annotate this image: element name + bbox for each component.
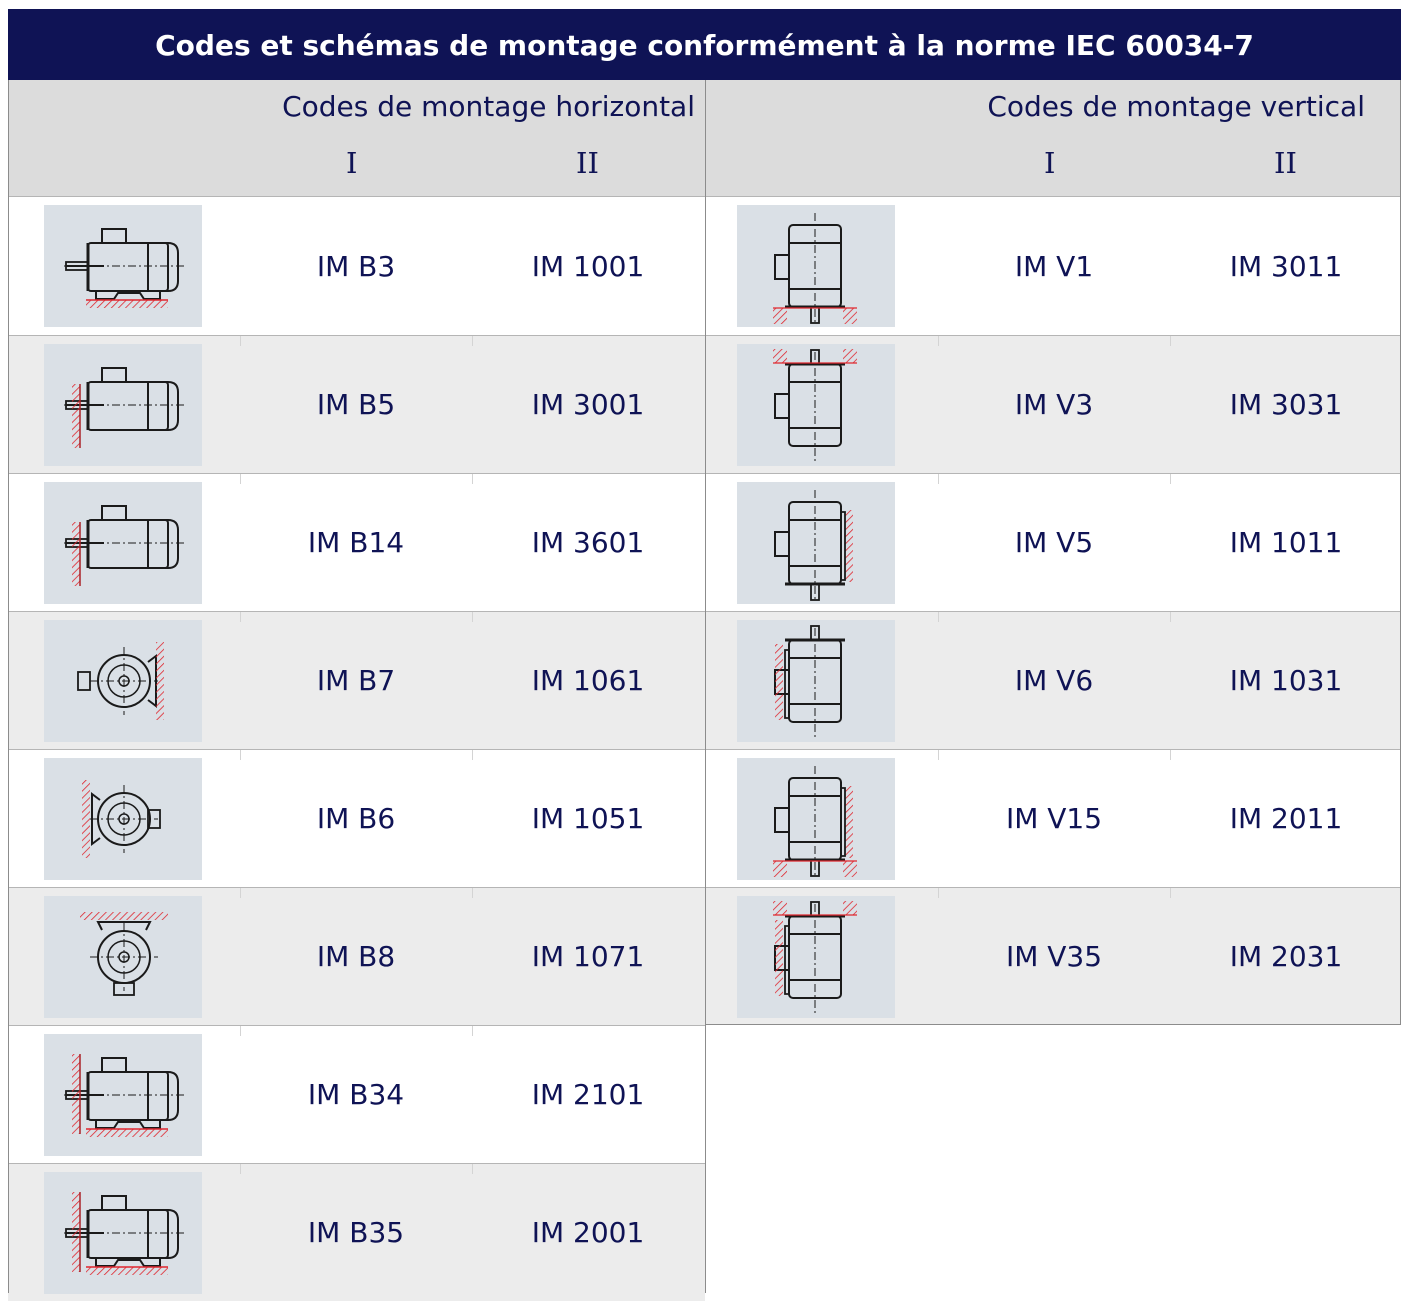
motor-vertical-shaft-up-wall-flange-icon <box>737 896 895 1018</box>
motor-vertical-shaft-down-wall-icon <box>737 482 895 604</box>
motor-vertical-shaft-down-wall-flange-icon <box>737 758 895 880</box>
vertical-code-ii: IM 1031 <box>1229 664 1343 697</box>
column-tick <box>938 336 939 346</box>
horizontal-col1-header: I <box>346 146 358 180</box>
motor-wall-mount-left-icon <box>44 620 202 742</box>
column-tick <box>240 1026 241 1036</box>
horizontal-code-ii: IM 3001 <box>531 388 645 421</box>
column-tick <box>472 750 473 760</box>
vertical-code-ii: IM 3031 <box>1229 388 1343 421</box>
horizontal-code-ii: IM 1001 <box>531 249 645 283</box>
horizontal-code-ii: IM 2001 <box>531 1216 645 1249</box>
column-tick <box>472 1026 473 1036</box>
vertical-col1-header: I <box>1044 146 1056 180</box>
horizontal-code-i: IM B5 <box>316 388 396 421</box>
column-tick <box>938 612 939 622</box>
horizontal-table-row <box>8 473 705 611</box>
column-tick <box>1170 336 1171 346</box>
table-right-border <box>1400 80 1401 1025</box>
vertical-code-i: IM V15 <box>1005 802 1103 835</box>
horizontal-code-i: IM B8 <box>316 940 396 973</box>
vertical-table-row <box>706 335 1401 473</box>
horizontal-table-row <box>8 749 705 887</box>
section-divider <box>705 80 706 1293</box>
horizontal-code-ii: IM 1061 <box>531 664 645 697</box>
motor-ceiling-mount-icon <box>44 896 202 1018</box>
column-tick <box>938 750 939 760</box>
table-title: Codes et schémas de montage conformément à la norme IEC 60034-7 <box>8 9 1401 80</box>
vertical-code-ii: IM 1011 <box>1229 526 1343 559</box>
column-tick <box>240 888 241 898</box>
column-tick <box>1170 474 1171 484</box>
column-tick <box>1170 612 1171 622</box>
column-tick <box>472 612 473 622</box>
horizontal-table-row <box>8 335 705 473</box>
horizontal-code-i: IM B35 <box>307 1216 405 1249</box>
table-left-border <box>8 80 9 1293</box>
horizontal-header <box>8 80 705 197</box>
motor-vertical-shaft-down-flange-icon <box>737 205 895 327</box>
motor-foot-flange-mount-icon <box>44 1172 202 1294</box>
horizontal-col2-header: II <box>576 146 599 180</box>
vertical-table-row <box>706 197 1401 335</box>
vertical-code-i: IM V1 <box>1014 249 1094 283</box>
vertical-code-i: IM V5 <box>1014 526 1094 559</box>
horizontal-table-row <box>8 1025 705 1163</box>
horizontal-code-ii: IM 2101 <box>531 1078 645 1111</box>
horizontal-table-row <box>8 887 705 1025</box>
vertical-code-ii: IM 3011 <box>1229 249 1343 283</box>
vertical-code-i: IM V35 <box>1005 940 1103 973</box>
column-tick <box>240 336 241 346</box>
vertical-table-row <box>706 473 1401 611</box>
vertical-table-row <box>706 749 1401 887</box>
column-tick <box>240 750 241 760</box>
horizontal-code-i: IM B3 <box>316 249 396 283</box>
column-tick <box>938 474 939 484</box>
horizontal-code-ii: IM 1051 <box>531 802 645 835</box>
column-tick <box>472 888 473 898</box>
horizontal-code-i: IM B7 <box>316 664 396 697</box>
column-tick <box>1170 750 1171 760</box>
vertical-col2-header: II <box>1274 146 1297 180</box>
horizontal-code-i: IM B34 <box>307 1078 405 1111</box>
motor-flange-mount-icon <box>44 344 202 466</box>
vertical-header <box>706 80 1401 197</box>
horizontal-table-row <box>8 1163 705 1301</box>
motor-foot-face-mount-icon <box>44 1034 202 1156</box>
vertical-table-row <box>706 887 1401 1025</box>
horizontal-code-i: IM B14 <box>307 526 405 559</box>
vertical-table-bottom-border <box>705 1024 1401 1025</box>
horizontal-code-ii: IM 1071 <box>531 940 645 973</box>
vertical-code-i: IM V6 <box>1014 664 1094 697</box>
column-tick <box>938 888 939 898</box>
vertical-heading: Codes de montage vertical <box>987 90 1365 123</box>
horizontal-code-ii: IM 3601 <box>531 526 645 559</box>
horizontal-table-row <box>8 197 705 335</box>
column-tick <box>240 1164 241 1174</box>
column-tick <box>1170 888 1171 898</box>
horizontal-code-i: IM B6 <box>316 802 396 835</box>
column-tick <box>240 474 241 484</box>
motor-wall-mount-right-icon <box>44 758 202 880</box>
horizontal-heading: Codes de montage horizontal <box>282 90 695 123</box>
motor-face-mount-icon <box>44 482 202 604</box>
vertical-table-row <box>706 611 1401 749</box>
column-tick <box>240 612 241 622</box>
vertical-code-i: IM V3 <box>1014 388 1094 421</box>
motor-foot-mount-icon <box>44 205 202 327</box>
motor-vertical-shaft-up-flange-icon <box>737 344 895 466</box>
horizontal-table-row <box>8 611 705 749</box>
column-tick <box>472 1164 473 1174</box>
column-tick <box>472 336 473 346</box>
vertical-code-ii: IM 2031 <box>1229 940 1343 973</box>
motor-vertical-shaft-up-wall-icon <box>737 620 895 742</box>
vertical-code-ii: IM 2011 <box>1229 802 1343 835</box>
column-tick <box>472 474 473 484</box>
